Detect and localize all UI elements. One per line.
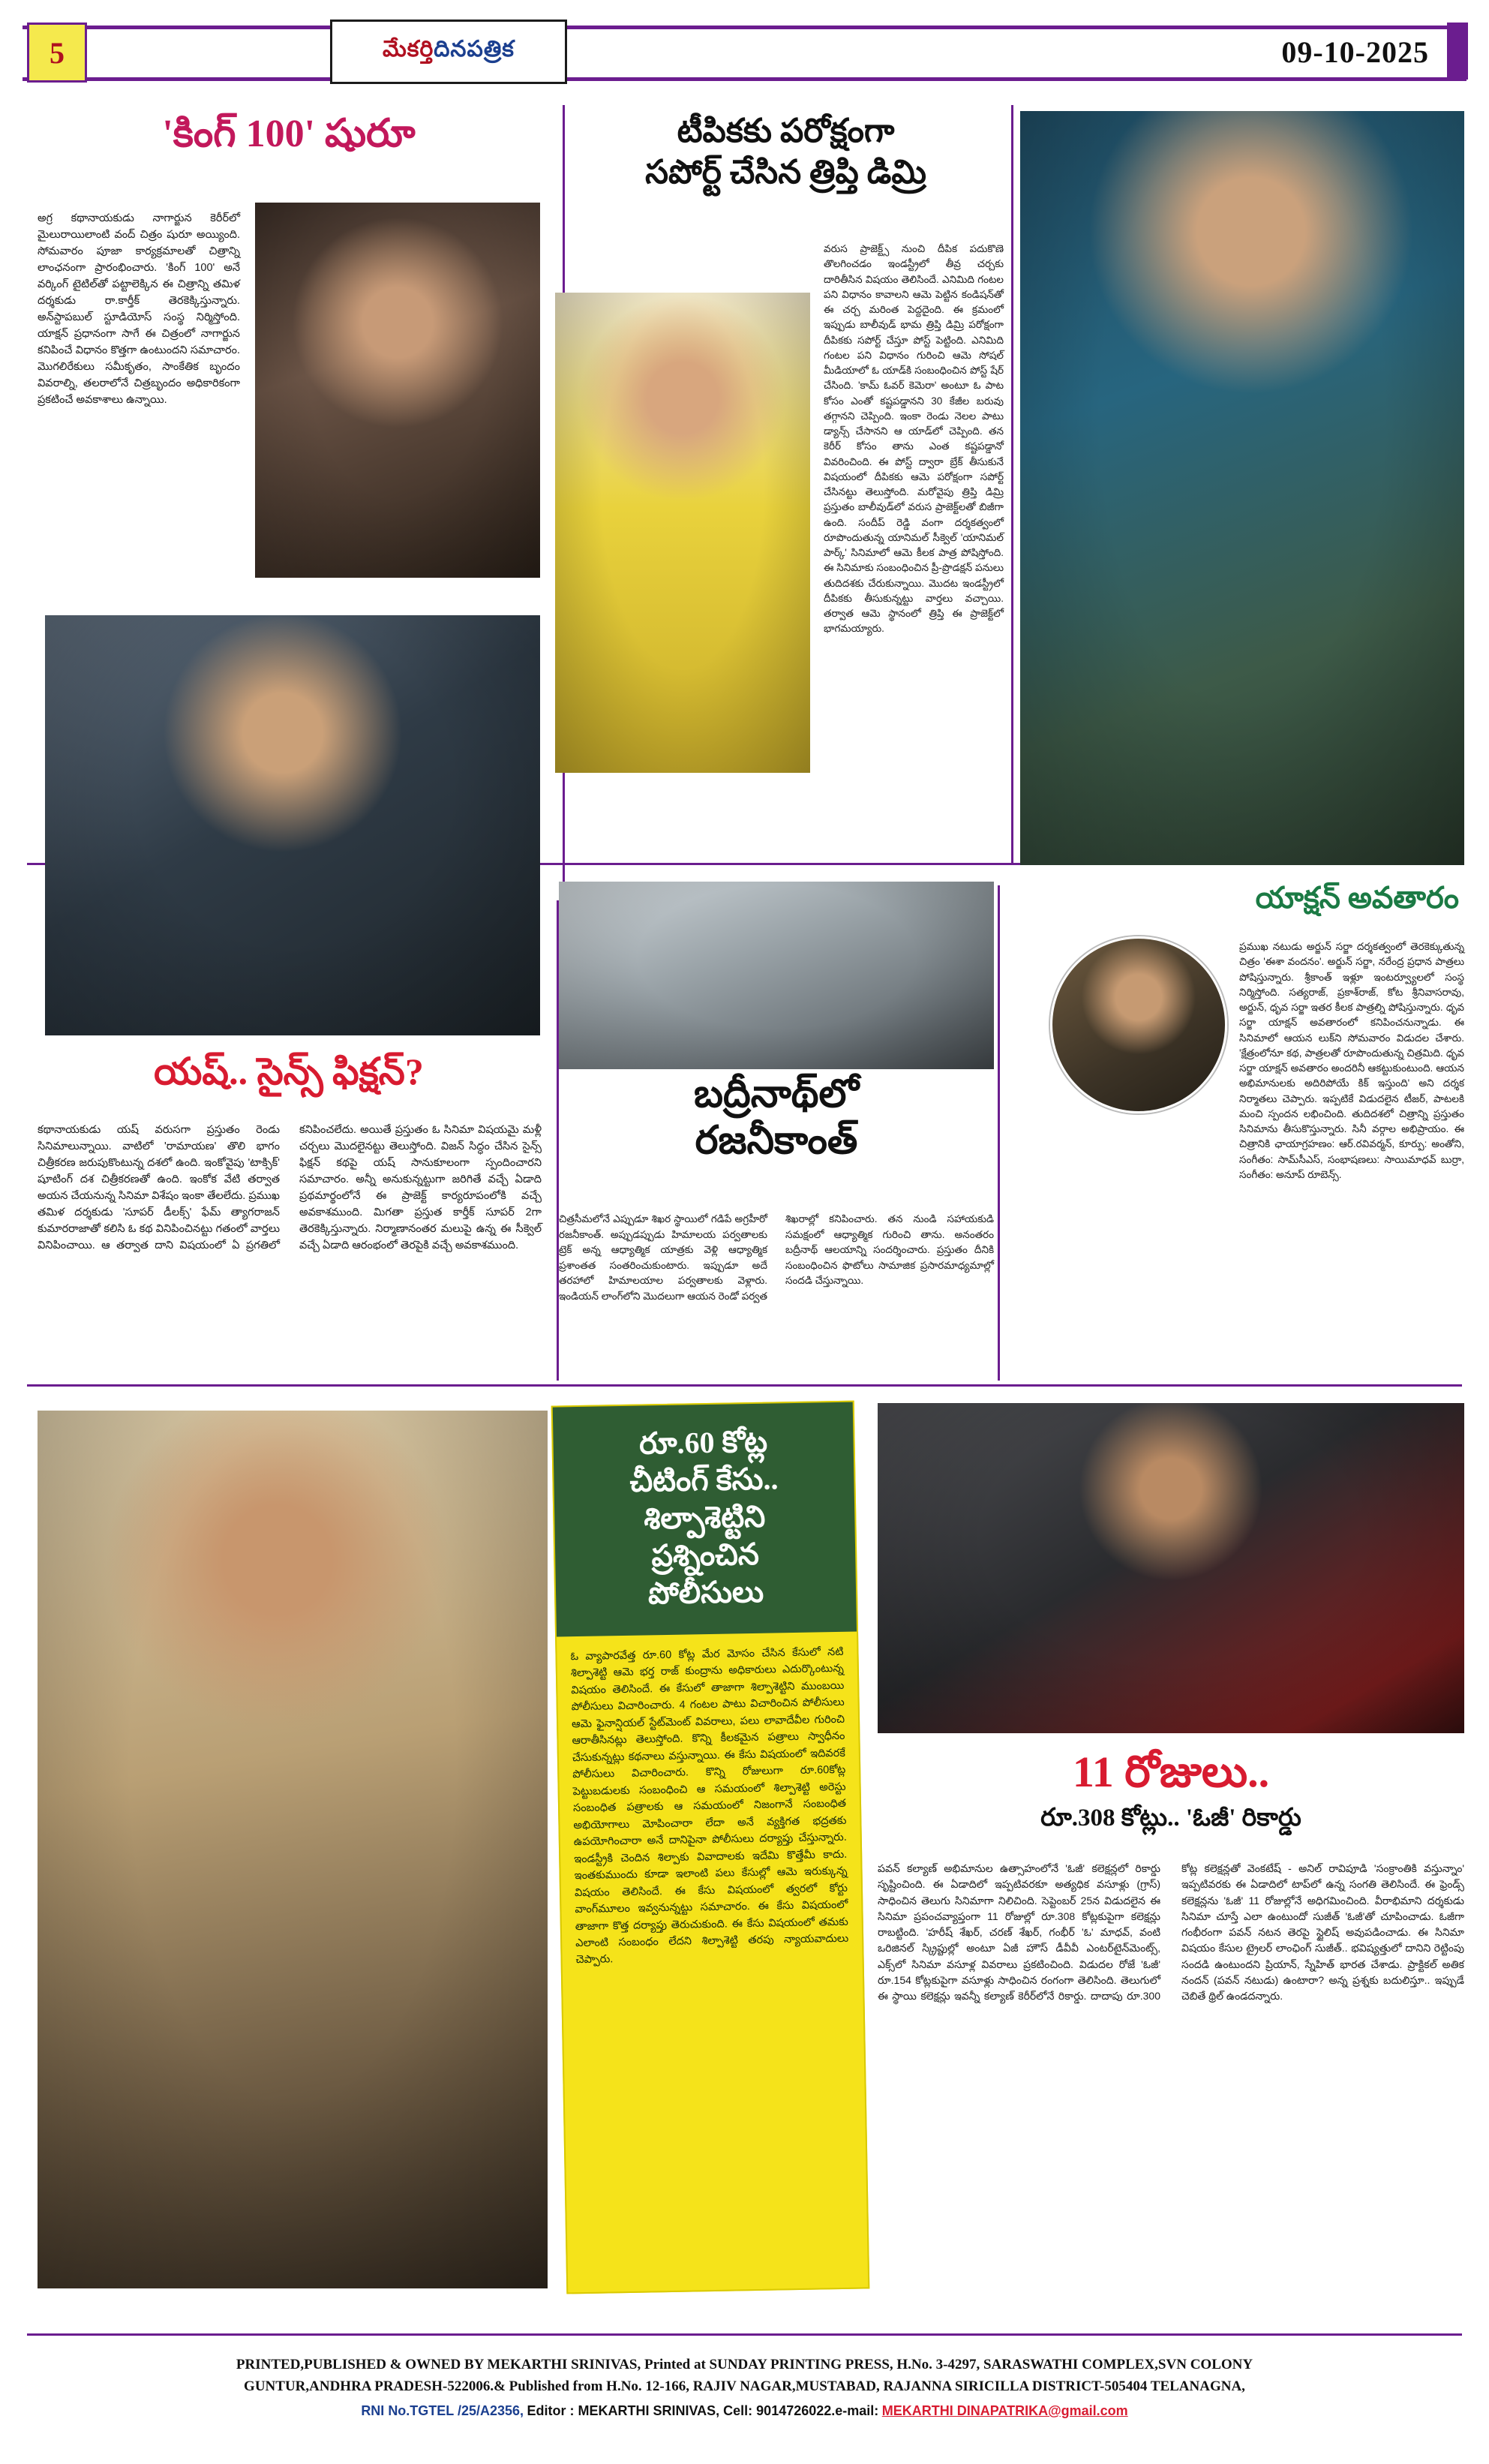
page-number: 5 bbox=[27, 23, 87, 83]
headline-scifi: యష్.. సైన్స్ ఫిక్షన్? bbox=[154, 1050, 424, 1092]
photo-pawan-kalyan bbox=[878, 1403, 1464, 1733]
footer-email[interactable]: MEKARTHI DINAPATRIKA@gmail.com bbox=[881, 2403, 1128, 2418]
shilpa-headline-block bbox=[553, 1402, 857, 1637]
article-shilpa-body: ఓ వ్యాపారవేత్త రూ.60 కోట్ల మేర మోసం చేసిన కేసులో నటి శిల్పాశెట్టి ఆమె భర్త రాజ్ కుంద్రాను అధికారులు ఎదుర్కొంటున్న విషయం తెలిసిందే. ఈ కేసులో తాజాగా శిల్పాశెట్టిని ముంబయి పోలీసులు విచారించారు. 4 గంటల పాటు విచారించిన పోలీసులు ఆమె ఫైనాన్షియల్ స్టేట్‌మెంట్ వివరాలు, పలు లావాదేవీల గురించి ఆరాతీసినట్లు తెలుస్తోంది. కొన్ని కీలకమైన పత్రాలు స్వాధీనం చేసుకున్నట్లు కథనాలు వస్తున్నాయి. ఈ కేసు విషయంలో ఇదివరకే పోలీసులు విచారించారు. కొన్ని రోజులుగా రూ.60కోట్ల పెట్టుబడులకు సంబంధించి ఆ సమయంలో శిల్పాశెట్టి అరెస్టు సంబంధిత పత్రాలకు ఆ సమయంలో నిజంగానే సంబంధిత అభియోగాలు మోపించారా లేదా అనే వ్యక్తిగత భద్రతకు ఉపయోగించారా అనే దానిపైనా పోలీసులు దర్యాప్తు చేస్తున్నారు. ఇండస్ట్రీకి చెందిన శిల్పాకు వివాదాలకు ఇదేమి కొత్తేమీ కాదు. ఇంతకుముందు కూడా ఇలాంటి పలు కేసుల్లో ఆమె ఇరుక్కున్న విషయం తెలిసిందే. ఈ కేసు విషయంలో త్వరలో కోర్టు వాంగ్‌మూలం ఇవ్వనున్నట్టు సమాచారం. ఈ కేసు విషయంలో తాజాగా కొత్త దర్యాప్తు తెరుచుకుంది. ఈ కేసు విషయంలో తమకు ఎలాంటి సంబంధం లేదని శిల్పాశెట్టి తరపు న్యాయవాదులు చెప్పారు. bbox=[570, 1645, 849, 1967]
photo-dhruva-sarja bbox=[1050, 936, 1227, 1113]
footer-editor: Editor : MEKARTHI SRINIVAS, Cell: 9014726022.e-mail: bbox=[527, 2403, 879, 2418]
publication-logo bbox=[330, 20, 567, 84]
photo-tripti-dimri bbox=[555, 293, 810, 773]
photo-rajinikanth-badrinath-visit bbox=[559, 882, 994, 1069]
headline-tripti-line1: టీపికకు పరోక్షంగా bbox=[677, 113, 895, 149]
headline-action-avataram: యాక్షన్ అవతారం bbox=[1255, 881, 1459, 915]
article-scifi-body: కథానాయకుడు యష్ వరుసగా ప్రస్తుతం రెండు సినిమాలున్నాయి. వాటిలో 'రామాయణ' తొలి భాగం చిత్రీకరణ జరుపుకొంటున్న దశలో ఉంది. ఇంకోవైపు 'టాక్సిక్' షూటింగ్ దశ చిత్రీకరణతో ఉంది. ఇంకోక వేటి తర్వాత అయన చేయనున్న సినిమా విశేషం ఇంకా తేలలేదు. ప్రముఖ తమిళ దర్శకుడు 'సూపర్ డీలక్స్' ఫేమ్ త్యాగరాజన్ కుమారరాజాతో కలిసి ఓ కథ వినిపించినట్టు గతంలో వార్తలు వినిపించాయి. ఆ తర్వాత దాని విషయంలో ఏ ప్రగతిలో కనిపించలేదు. అయితే ప్రస్తుతం ఓ సినిమా విషయమై మళ్లీ చర్చలు మొదలైనట్టు తెలుస్తోంది. విజన్ సిద్ధం చేసిన సైన్స్ ఫిక్షన్ కథపై యష్ సానుకూలంగా స్పందించారని సమాచారం. అన్నీ అనుకున్నట్టుగా జరిగితే వచ్చే ఏడాది ప్రథమార్థంలోనే ఈ ప్రాజెక్ట్ కార్యరూపంలోకి వచ్చే అవకాశముంది. మిగతా ప్రస్తుత కార్తీక్ సూపర్ 2గా తెరకెక్కిస్తున్నారు. నిర్మాణానంతర మలుపై ఉన్న ఈ సీక్వెల్ వచ్చే ఏడాది ఆరంభంలో తెరపైకి వచ్చే అవకాశముంది. bbox=[38, 1124, 542, 1252]
article-action-avataram bbox=[1009, 882, 1466, 915]
article-tripti-body-tail bbox=[555, 780, 1005, 863]
footer-line1: PRINTED,PUBLISHED & OWNED BY MEKARTHI SRINIVAS, Printed at SUNDAY PRINTING PRESS, H.No. 3-4297, SARASWATHI COMPLEX,SVN COLONY bbox=[236, 2357, 1253, 2372]
footer bbox=[0, 2338, 1489, 2464]
article-og-body: పవన్ కల్యాణ్ అభిమానుల ఉత్సాహంలోనే 'ఓజీ' కలెక్షన్లలో రికార్డు సృష్టించింది. ఈ ఏడాదిలో ఇప్పటివరకూ అత్యధిక వసూళ్లు (గ్రాస్) సాధించిన తెలుగు సినిమాగా నిలిచింది. సెప్టెంబర్ 25న విడుదలైన ఈ సినిమా ప్రపంచవ్యాప్తంగా 11 రోజుల్లో రూ.308 కోట్లకుపైగా కలెక్షన్లు రాబట్టింది. 'హరీష్ శేఖర్, చరణ్ శేఖర్, గంభీర్ 'ఓ' మాధవ్, వంటి ఒరిజినల్ స్క్రిప్టుల్లో అంటూ ఏజీ హౌస్ డీవీవీ ఎంటర్‌టైన్‌మెంట్స్, ఎక్స్‌లో సినిమా వసూళ్ల వివరాలు ప్రకటించింది. విడుదల రోజే 'ఓజీ' రూ.154 కోట్లకుపైగా వసూళ్లు సాధించిన రంగంగా తెలిసింది. తెలుగులో ఈ స్థాయి కలెక్షన్లు ఇవన్నీ కల్యాణ్ కెరీర్‌లోనే రికార్డు. దాదాపు రూ.300 కోట్ల కలెక్షన్లతో వెంకటేష్ - అనిల్ రావిపూడి 'సంక్రాంతికి వస్తున్నాం' ఇప్పటివరకు ఈ ఏడాదిలో టాప్‌లో ఉన్న సంగతి తెలిసిందే. ఈ ఫ్రెండ్స్ కలెక్షన్లను 'ఓజీ' 11 రోజుల్లోనే అధిగమించింది. వీరాభిమాని దర్శకుడు సినిమా చూస్తే ఎలా ఉంటుందో సుజీత్ 'ఓజీ'తో చూపించాడు. ఓజీగా గంభీరంగా పవన్ నటన తెరపై స్టైలిష్ అవుపడించాడు. ఈ సినిమా విషయం కేసుల ట్రైలర్ లాంఛింగ్ సుజీత్.. భవిష్యత్తులో దానిని రెట్టింపు సందడి ఉంటుందని ప్రియాన్, స్నేహిత్ భారత చేశాడు. ప్రాక్టికల్ అతిక నందన్ (పవన్ నటుడు) ఉంటారా? అన్న ప్రశ్నకు బదులిస్తూ.. ఇప్పుడే చెబితే థ్రిల్ ఉండదన్నారు. bbox=[878, 1862, 1464, 2003]
logo-part1: మేకర్తి bbox=[383, 36, 434, 62]
logo-part2: దినపత్రిక bbox=[434, 36, 515, 62]
section-rule-mid bbox=[27, 1384, 1462, 1387]
headline-og-main: 11 రోజులు.. bbox=[1072, 1747, 1270, 1796]
photo-deepika-padukone bbox=[1020, 111, 1464, 865]
footer-rule bbox=[53, 2333, 1436, 2336]
article-badrinath bbox=[559, 1073, 994, 1163]
headline-king100: 'కింగ్ 100' షురూ bbox=[162, 113, 416, 155]
article-action-avataram-body: ప్రముఖ నటుడు అర్జున్ సర్జా దర్శకత్వంలో తెరకెక్కుతున్న చిత్రం 'ఈశా వందనం'. అర్జున్ సర్జా, నరేంద్ర ప్రధాన పాత్రలు పోషిస్తున్నారు. శ్రీకాంత్ ఇళ్లూ ఇంటర్వ్యూలలో సంస్థ నిర్మిస్తోంది. సత్యరాజ్, ప్రకాశ్‌రాజ్, కోట శ్రీనివాసరావు, అర్జున్, ధృవ సర్జా ఇతర కీలక పాత్రల్ని పోషిస్తున్నారు. ధృవ సర్జా యాక్షన్ అవతారంలో కనిపించనున్నాడు. ఈ సినిమాలో ఆయన లుక్‌ని సోమవారం విడుదల చేశారు. 'క్షేత్రంలోనూ కథ, పాత్రలతో రూపొందుతున్న చిత్రమిది. ధృవ సర్జా యాక్షన్ అవతారం అందరినీ ఆకట్టుకుంటుంది. ఆయన అభిమానులకు అదిరిపోయే కిక్ ఇస్తుంది' అని దర్శక నిర్మాతలు చెప్పారు. ఇప్పటికే విడుదలైన టీజర్, పాటలకి మంచి స్పందన లభించింది. తుదిదశలో చిత్రాన్ని ప్రస్తుతం సినిమాను తీసుకొస్తున్నారు. సినీ వర్గాల అభిప్రాయం. ఈ చిత్రానికి ఛాయాగ్రహణం: ఆర్.రవివర్మన్, కూర్పు: అంతోని, సంగీతం: సామ్‌సీఎస్, సంభాషణలు: సాయిమాధవ్ బుర్రా, సంగీతం: అనూప్ రూబెన్స్. bbox=[1239, 941, 1464, 1180]
headline-og-sub: రూ.308 కోట్లు.. 'ఓజీ' రికార్డు bbox=[1040, 1804, 1301, 1831]
article-action-avataram-body-tail bbox=[1009, 1125, 1234, 1373]
headline-badrinath-line2: రజనీకాంత్ bbox=[695, 1119, 858, 1163]
article-shilpa-case bbox=[551, 1401, 870, 2294]
issue-date: 09-10-2025 bbox=[1281, 35, 1429, 69]
photo-yash bbox=[45, 615, 540, 1035]
footer-line2: GUNTUR,ANDHRA PRADESH-522006.& Published from H.No. 12-166, RAJIV NAGAR,MUSTABAD, RAJANNA SIRICILLA DISTRICT-505404 TELANAGNA, bbox=[244, 2378, 1245, 2394]
headline-badrinath-line1: బద్రీనాథ్‌లో bbox=[694, 1073, 859, 1116]
article-og-collections bbox=[878, 1748, 1464, 1832]
headline-shilpa-line4: ప్రశ్నించిన bbox=[651, 1537, 760, 1573]
headline-shilpa-line3: శిల్పాశెట్టిని bbox=[643, 1499, 766, 1536]
headline-shilpa-line5: పోలీసులు bbox=[647, 1574, 764, 1611]
article-king100 bbox=[38, 113, 540, 156]
article-scifi bbox=[38, 1050, 540, 1092]
headline-tripti-line2: సపోర్ట్ చేసిన త్రిప్తి డిమ్రి bbox=[645, 154, 926, 191]
article-king100-body: అగ్ర కథానాయకుడు నాగార్జున కెరీర్‌లో మైలురాయిలాంటి వంద్ చిత్రం షురూ అయ్యింది. సోమవారం పూజా కార్యక్రమాలతో చిత్రాన్ని లాంఛనంగా ప్రారంభించారు. 'కింగ్ 100' అనే వర్కింగ్ టైటిల్‌తో పట్టాలెక్కిన ఈ చిత్రాన్ని తమిళ దర్శకుడు రా.కార్తీక్ తెరకెక్కిస్తున్నారు. అన్‌స్టాపబుల్ స్టూడియోస్ సంస్థ నిర్మిస్తోంది. యాక్షన్ ప్రధానంగా సాగే ఈ చిత్రంలో నాగార్జున కనిపించే విధానం కొత్తగా ఉంటుందని సమాచారం. మొగలిరేకులు సమీకృతం, సాంకేతిక బృందం వివరాల్ని, తలరాలోనే చిత్రబృందం అధికారికంగా ప్రకటించే అవకాశాలు ఉన్నాయి. bbox=[38, 212, 240, 407]
article-tripti bbox=[581, 113, 990, 191]
headline-shilpa-line1: రూ.60 కోట్ల bbox=[638, 1424, 768, 1461]
masthead-band bbox=[23, 26, 1466, 81]
column-rule-lower2 bbox=[998, 885, 1000, 1381]
footer-rni: RNI No.TGTEL /25/A2356, bbox=[361, 2403, 524, 2418]
article-tripti-body: వరుస ప్రాజెక్ట్స్ నుంచి దీపిక పదుకొణె తొలగించడం ఇండస్ట్రీలో తీవ్ర చర్చకు దారితీసిన విషయం తెలిసిందే. ఎనిమిది గంటల పని విధానం కావాలని ఆమె పెట్టిన కండిషన్‌తో ఈ చర్చ మరింత పెద్దదైంది. ఈ క్రమంలో ఇప్పుడు బాలీవుడ్ భామ త్రిప్తి డిమ్రి పరోక్షంగా దీపికకు సపోర్ట్ చేస్తూ పోస్ట్ పెట్టింది. ఎనిమిది గంటల పని విధానం గురించి ఆమె సోషల్ మీడియాలో ఓ యాడ్‌కి సంబంధించిన పోస్ట్ షేర్ చేసింది. 'కామ్ ఓవర్ కెమెరా' అంటూ ఓ పాట కోసం ఎంతో కష్టపడ్డానని 30 కేజీల బరువు తగ్గానని చెప్పింది. ఇంకా రెండు నెలల పాటు డ్యాన్స్ చేసానని ఆ యాడ్‌లో చెప్పింది. తన కెరీర్ కోసం తాను ఎంత కష్టపడ్డానో వివరించింది. ఈ పోస్ట్ ద్వారా బ్రేక్ తీసుకునే విషయంలో దీపికకు ఆమె పరోక్షంగా సపోర్ట్ చేసినట్టు తెలుస్తోంది. మరోవైపు త్రిప్తి డిమ్రి ప్రస్తుతం బాలీవుడ్‌లో వరుస ప్రాజెక్ట్‌లతో బిజీగా ఉంది. సందీప్ రెడ్డి వంగా దర్శకత్వంలో రూపొందుతున్న యానిమల్ సీక్వెల్ 'యానిమల్ పార్క్' సినిమాలో ఆమె కీలక పాత్ర పోషిస్తోంది. ఈ సినిమాకు సంబంధించిన ప్రీ-ప్రొడక్షన్ పనులు తుదిదశకు చేరుకున్నాయి. మొదట ఇండస్ట్రీలో దీపికకు తీసుకున్నట్టు వార్తలు వచ్చాయి. తర్వాత ఆమె స్థానంలో త్రిప్తి ఈ ప్రాజెక్ట్‌లో భాగమయ్యారు. bbox=[824, 243, 1004, 635]
photo-shilpa-shetty bbox=[38, 1411, 548, 2288]
column-rule-right bbox=[1011, 105, 1013, 863]
headline-shilpa-line2: చీటింగ్ కేసు.. bbox=[629, 1462, 779, 1498]
photo-nagarjuna bbox=[255, 203, 540, 578]
masthead bbox=[0, 0, 1489, 99]
article-badrinath-body: చిత్రసీమలోనే ఎప్పుడూ శిఖర స్థాయిలో గడిపే అగ్రహీరో రజనీకాంత్. అప్పుడప్పుడు హిమాలయ పర్వతాలకు ట్రెక్ అన్న ఆధ్యాత్మిక యాత్రకు వెళ్లి ఆధ్యాత్మిక ప్రశాంతత సంతరించుకుంటారు. ఇప్పుడూ అదే తరహాలో హిమాలయాల పర్వతాలకు వెళ్లారు. ఇండియన్ లాంగ్‌లోని మొదలుగా ఆయన రెండో పర్వత శిఖరాల్లో కనిపించారు. తన నుండి సహాయకుడి సమక్షంలో ఆధ్యాత్మిక గురించి తాను. అనంతరం బద్రీనాథ్ ఆలయాన్ని సందర్శించారు. ప్రస్తుతం దీనికి సంబంధించిన ఫొటోలు సామాజిక ప్రసారమాధ్యమాల్లో సందడి చేస్తున్నాయి. bbox=[559, 1213, 994, 1302]
masthead-corner-mark bbox=[1447, 23, 1468, 80]
